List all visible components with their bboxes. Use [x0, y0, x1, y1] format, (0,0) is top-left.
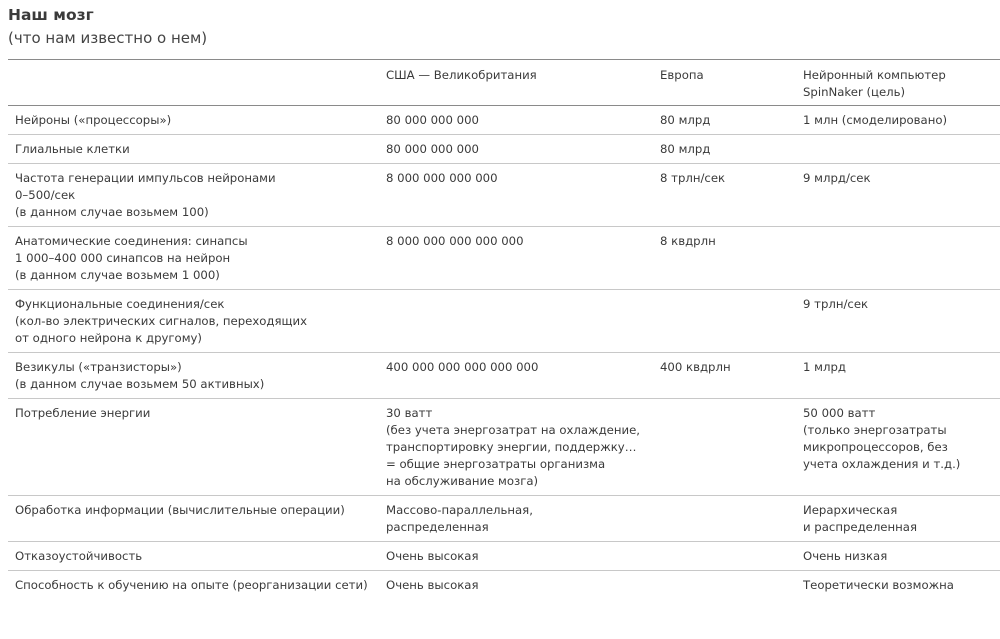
- table-row: [8, 542, 1000, 571]
- cell-europe: [660, 571, 803, 600]
- page-subtitle: (что нам известно о нем): [8, 29, 208, 47]
- page-title: Наш мозг: [8, 6, 94, 24]
- row-label: Анатомические соединения: синапсы 1 000–400 000 синапсов на нейрон (в данном случае возьмем 1 000): [8, 227, 386, 290]
- cell-usa-uk: [386, 290, 660, 353]
- cell-europe: [660, 496, 803, 542]
- cell-usa-uk: 400 000 000 000 000 000: [386, 353, 660, 399]
- cell-europe: 8 квдрлн: [660, 227, 803, 290]
- row-label: Потребление энергии: [8, 399, 386, 496]
- cell-spinnaker: 9 млрд/сек: [803, 164, 1000, 227]
- table-row: [8, 571, 1000, 600]
- cell-spinnaker: Очень низкая: [803, 542, 1000, 571]
- cell-europe: [660, 290, 803, 353]
- table-header-row: [8, 60, 1000, 106]
- cell-usa-uk: Массово-параллельная, распределенная: [386, 496, 660, 542]
- column-header-europe: Европа: [660, 60, 803, 106]
- cell-usa-uk: 30 ватт (без учета энергозатрат на охлаждение, транспортировку энергии, поддержку… = общие энергозатраты организма на обслуживание мозга): [386, 399, 660, 496]
- row-label: Везикулы («транзисторы») (в данном случае возьмем 50 активных): [8, 353, 386, 399]
- cell-usa-uk: Очень высокая: [386, 542, 660, 571]
- cell-spinnaker: [803, 135, 1000, 164]
- cell-usa-uk: 80 000 000 000: [386, 106, 660, 135]
- cell-spinnaker: Теоретически возможна: [803, 578, 954, 592]
- cell-europe: 80 млрд: [660, 106, 803, 135]
- row-label: Нейроны («процессоры»): [8, 106, 386, 135]
- row-label: Способность к обучению на опыте (реорганизации сети): [15, 578, 368, 592]
- cell-spinnaker: Иерархическая и распределенная: [803, 496, 1000, 542]
- row-label: Отказоустойчивость: [8, 542, 386, 571]
- row-label: Глиальные клетки: [8, 135, 386, 164]
- table-row: [8, 164, 1000, 227]
- cell-europe: 8 трлн/сек: [660, 164, 803, 227]
- cell-europe: [660, 542, 803, 571]
- cell-spinnaker: 1 млн (смоделировано): [803, 106, 1000, 135]
- row-label: Обработка информации (вычислительные операции): [8, 496, 386, 542]
- table-row: [8, 353, 1000, 399]
- cell-usa-uk: Очень высокая: [386, 578, 479, 592]
- cell-europe: 80 млрд: [660, 135, 803, 164]
- cell-usa-uk: 8 000 000 000 000: [386, 164, 660, 227]
- cell-spinnaker: [803, 227, 1000, 290]
- cell-spinnaker: 50 000 ватт (только энергозатраты микропроцессоров, без учета охлаждения и т.д.): [803, 399, 1000, 496]
- column-header-usa-uk: США — Великобритания: [386, 60, 660, 106]
- comparison-table: [8, 59, 1000, 599]
- row-label: Функциональные соединения/сек (кол-во электрических сигналов, переходящих от одного нейрона к другому): [8, 290, 386, 353]
- column-header-parameter: [8, 60, 386, 106]
- cell-usa-uk: 8 000 000 000 000 000: [386, 227, 660, 290]
- table-row: [8, 135, 1000, 164]
- cell-europe: 400 квдрлн: [660, 353, 803, 399]
- cell-spinnaker: 1 млрд: [803, 353, 1000, 399]
- cell-europe: [660, 399, 803, 496]
- cell-spinnaker: 9 трлн/сек: [803, 290, 1000, 353]
- row-label: Частота генерации импульсов нейронами 0–500/сек (в данном случае возьмем 100): [8, 164, 386, 227]
- cell-usa-uk: 80 000 000 000: [386, 135, 660, 164]
- table-row: [8, 290, 1000, 353]
- table-row: [8, 399, 1000, 496]
- table-row: [8, 227, 1000, 290]
- table-row: [8, 106, 1000, 135]
- column-header-spinnaker: Нейронный компьютер SpinNaker (цель): [803, 60, 1000, 106]
- table-row: [8, 496, 1000, 542]
